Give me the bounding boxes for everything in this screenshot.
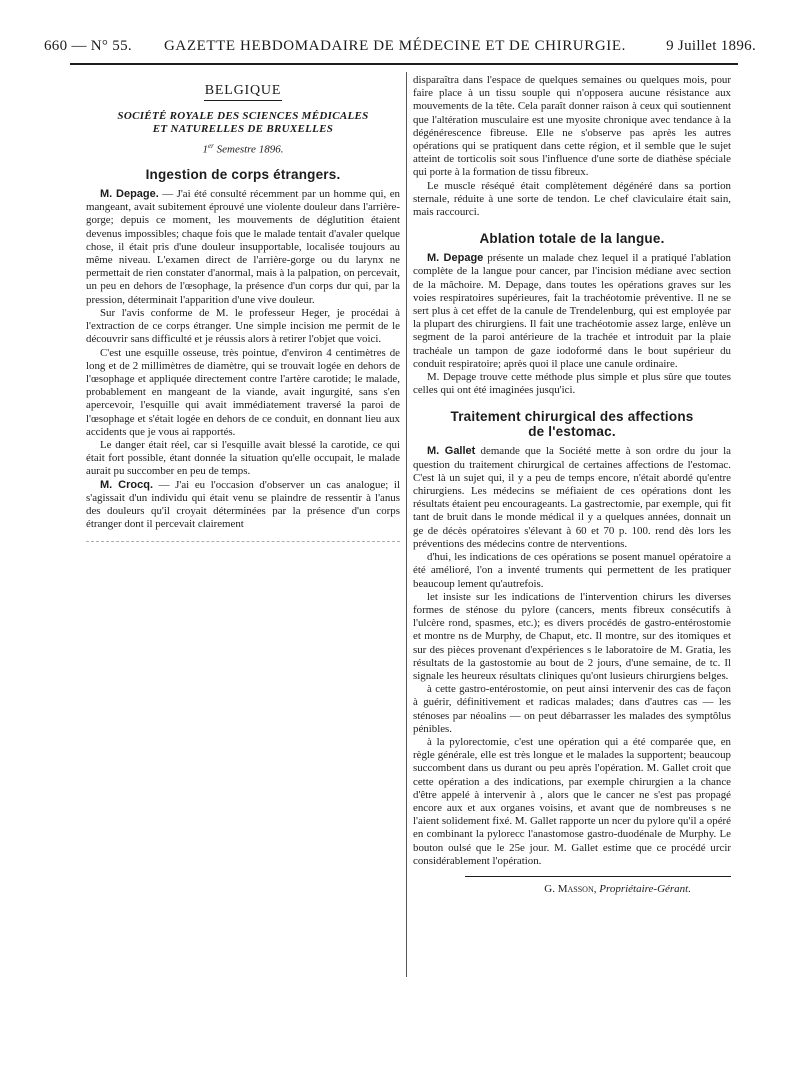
spacer (413, 219, 731, 225)
society-name-line2: ET NATURELLES DE BRUXELLES (152, 123, 334, 136)
paragraph: disparaîtra dans l'espace de quelques semaines ou quelques mois, pour faire place à un tissu souple qui n'opposera aucune résistance aux mouvements de la tête. Cela paraît donner raison à ceux qui soutiennent que l'altération musculaire est une myosite chronique avec tendance à la dégénérescence fibreuse. Elle ne s'observe pas après les autres opérations qui se pratiquent dans cette région, et il semble que le sujet atteint de torticolis soit sous l'influence d'une sorte de diathèse spéciale qui porte à la formation de tissu fibreux. (413, 74, 731, 179)
article-title-traitement-estomac (413, 409, 731, 439)
paragraph: C'est une esquille osseuse, très pointue, d'environ 4 centimètres de long et de 2 millimètres de diamètre, qui se trouvait logée en dehors de l'œsophage et appliquée directement contre l'artère carotide; le malade, probablement en mangeant de la viande, avait ingurgité, sans s'en apercevoir, l'esquille qui avait immédiatement traversé la paroi de l'œsophage et s'était logée en dehors de ce conduit, en donnant lieu aux accidents que je vous ai rapportés. (86, 346, 400, 438)
paragraph (413, 445, 731, 551)
semester-number: 1 (202, 143, 209, 156)
page-header (44, 38, 756, 60)
speaker-name: M. Crocq. (100, 478, 154, 491)
section-country: BELGIQUE (204, 83, 282, 98)
right-column (413, 74, 731, 896)
signature-rule (465, 876, 731, 877)
speaker-name: M. Depage (427, 252, 484, 265)
journal-title: GAZETTE HEBDOMADAIRE DE MÉDECINE ET DE CHIRURGIE. (164, 38, 626, 54)
signature (413, 883, 731, 896)
paragraph: Le muscle réséqué était complètement dégénéré dans sa portion sternale, réduite à une sorte de tendon. Le chef claviculaire était sain, mais raccourci. (413, 179, 731, 219)
paragraph-text: — J'ai été consulté récemment par un homme qui, en mangeant, avait subitement éprouvé une violente douleur dans l'arrière-gorge; depuis ce moment, les mouvements de déglutition étaient devenus impossibles; chaque fois que le malade tentait d'avaler quelque chose, il était pris d'une douleur insupportable, localisée toujours au même niveau. L'examen direct de l'arrière-gorge ou du larynx ne permettait de rien constater d'anormal, mais à la palpation, on percevait, un peu en dehors de l'œsophage, la présence d'un corps dur qui, par la pression, déterminait l'apparition d'une vive douleur. (86, 188, 400, 306)
spacer (413, 397, 731, 403)
semester-line (86, 140, 400, 157)
article-title-ablation-langue: Ablation totale de la langue. (479, 231, 665, 247)
paragraph: à la pylorectomie, c'est une opération qui a été comparée que, en règle générale, elle est très longue et le malades la supportent; beaucoup succombent dans us durant ou peu après l'opération. M. Gallet croit que cette opération a des indications, par exemple chirurgien a la chance d'être appelé à intervenir à , alors que le cancer ne s'est pas propagé encore aux et aux organes voisins, et avant que de nombreuses s ne l'aient solidement fixé. M. Gallet rapporte un ncer du pylore qu'il a opéré en combinant la pylorecc l'anastomose gastro-duodénale de Murphy. Le bouton oulsé que le 25e jour. M. Gallet estime que ce procédé urcir considérablement l'opération. (413, 735, 731, 867)
speaker-name: M. Depage. (100, 188, 159, 201)
page-number: 660 — N° 55. (44, 38, 132, 54)
torn-line (86, 533, 400, 542)
signature-name: G. Masson, (544, 882, 597, 895)
country-rule (204, 100, 282, 101)
paragraph: Le danger était réel, car si l'esquille avait blessé la carotide, ce qui était fort possible, étant donnée la situation qu'elle occupait, le malade aurait pu succomber en peu de temps. (86, 438, 400, 478)
paragraph: let insiste sur les indications de l'intervention chirurs les diverses formes de sténose du pylore (cancers, ments fibreux consécutifs à l'ulcère rond, spasmes, etc.); es divers procédés de gastro-entérostomie et montre ns de Murphy, de Chaput, etc. Il montre, sur des itomiques et sur des pièces provenant d'expériences s le laboratoire de M. Gratia, les résultats de la gastostomie au bout de 2 jours, d'une semaine, de tc. Il signale les heureux résultats cliniques qu'ont lusieurs chirurgiens belges. (413, 590, 731, 682)
speaker-name: M. Gallet (427, 445, 476, 458)
paragraph (86, 479, 400, 532)
semester-sup: er (208, 142, 214, 151)
semester-text: Semestre 1896. (213, 143, 284, 156)
paragraph-text: — J'ai eu l'occasion d'observer un cas analogue; il s'agissait d'un individu qui était venu se plaindre de ressentir à l'anus des douleurs qu'il croyait déterminées par la présence d'un corps étranger dont il percevait clairement (86, 478, 400, 531)
paragraph: à cette gastro-entérostomie, on peut ainsi intervenir des cas de façon à guérir, définitivement et radicas malades; dans d'autres cas — les sténoses par néoalins — on peut débarrasser les malades des symptôlus pénibles. (413, 683, 731, 735)
paragraph-text: demande que la Société mette à son ordre du jour la question du traitement chirurgical de certaines affections de l'estomac. C'est là un sujet qui, il y a peu de temps encore, n'était abordé qu'entre chirurgiens. Les médecins se méfiaient de ces opérations dont les résultats étaient peu encourageants. La gastrectomie, par exemple, qui fit tant de bruit dans le monde médical il y a quelques années, donnait un ge de décès opératoires s'élevant à 60 et 70 p. 100. rend dès lors les préventions des médecins contre de nterventions. (413, 445, 731, 550)
left-column (86, 74, 400, 542)
article-title-corps-etrangers: Ingestion de corps étrangers. (145, 167, 341, 183)
signature-role: Propriétaire-Gérant. (596, 882, 691, 895)
title-line: de l'estomac. (528, 424, 616, 440)
paragraph (86, 188, 400, 307)
column-divider (406, 72, 407, 977)
paragraph: M. Depage trouve cette méthode plus simple et plus sûre que toutes celles qui ont été imaginées jusqu'ici. (413, 371, 731, 397)
title-line: Traitement chirurgical des affections (450, 409, 694, 425)
paragraph: Sur l'avis conforme de M. le professeur Heger, je procédai à l'extraction de ce corps étranger. Une simple incision me permit de le découvrir sans difficulté et je réussis alors à retirer l'objet que voici. (86, 306, 400, 346)
issue-date: 9 Juillet 1896. (666, 38, 756, 54)
society-name-line1: SOCIÉTÉ ROYALE DES SCIENCES MÉDICALES (117, 110, 369, 123)
header-rule (70, 63, 738, 65)
paragraph: d'hui, les indications de ces opérations se posent manuel opératoire a été amélioré, l'on a inventé truments qui permettent de les pratiquer beaucoup lement qu'autrefois. (413, 551, 731, 590)
paragraph-text: présente un malade chez lequel il a pratiqué l'ablation complète de la langue pour cancer, par l'incision médiane avec section de la mâchoire. M. Depage, dans toutes les opérations graves sur les voies respiratoires supérieures, fait la trachéotomie préventive. Il ne se sert plus à cet effet de la canule de Trendelenburg, qui est employée par la plupart des chirurgiens. Il fait une trachéotomie assez large, enlève un segment de la paroi antérieure de la trachée et introduit par la plaie trachéale un tampon de gaze iodoformé dans le bout supérieur du conduit respiratoire; après quoi il place une canule ordinaire. (413, 252, 731, 370)
paragraph (413, 252, 731, 371)
